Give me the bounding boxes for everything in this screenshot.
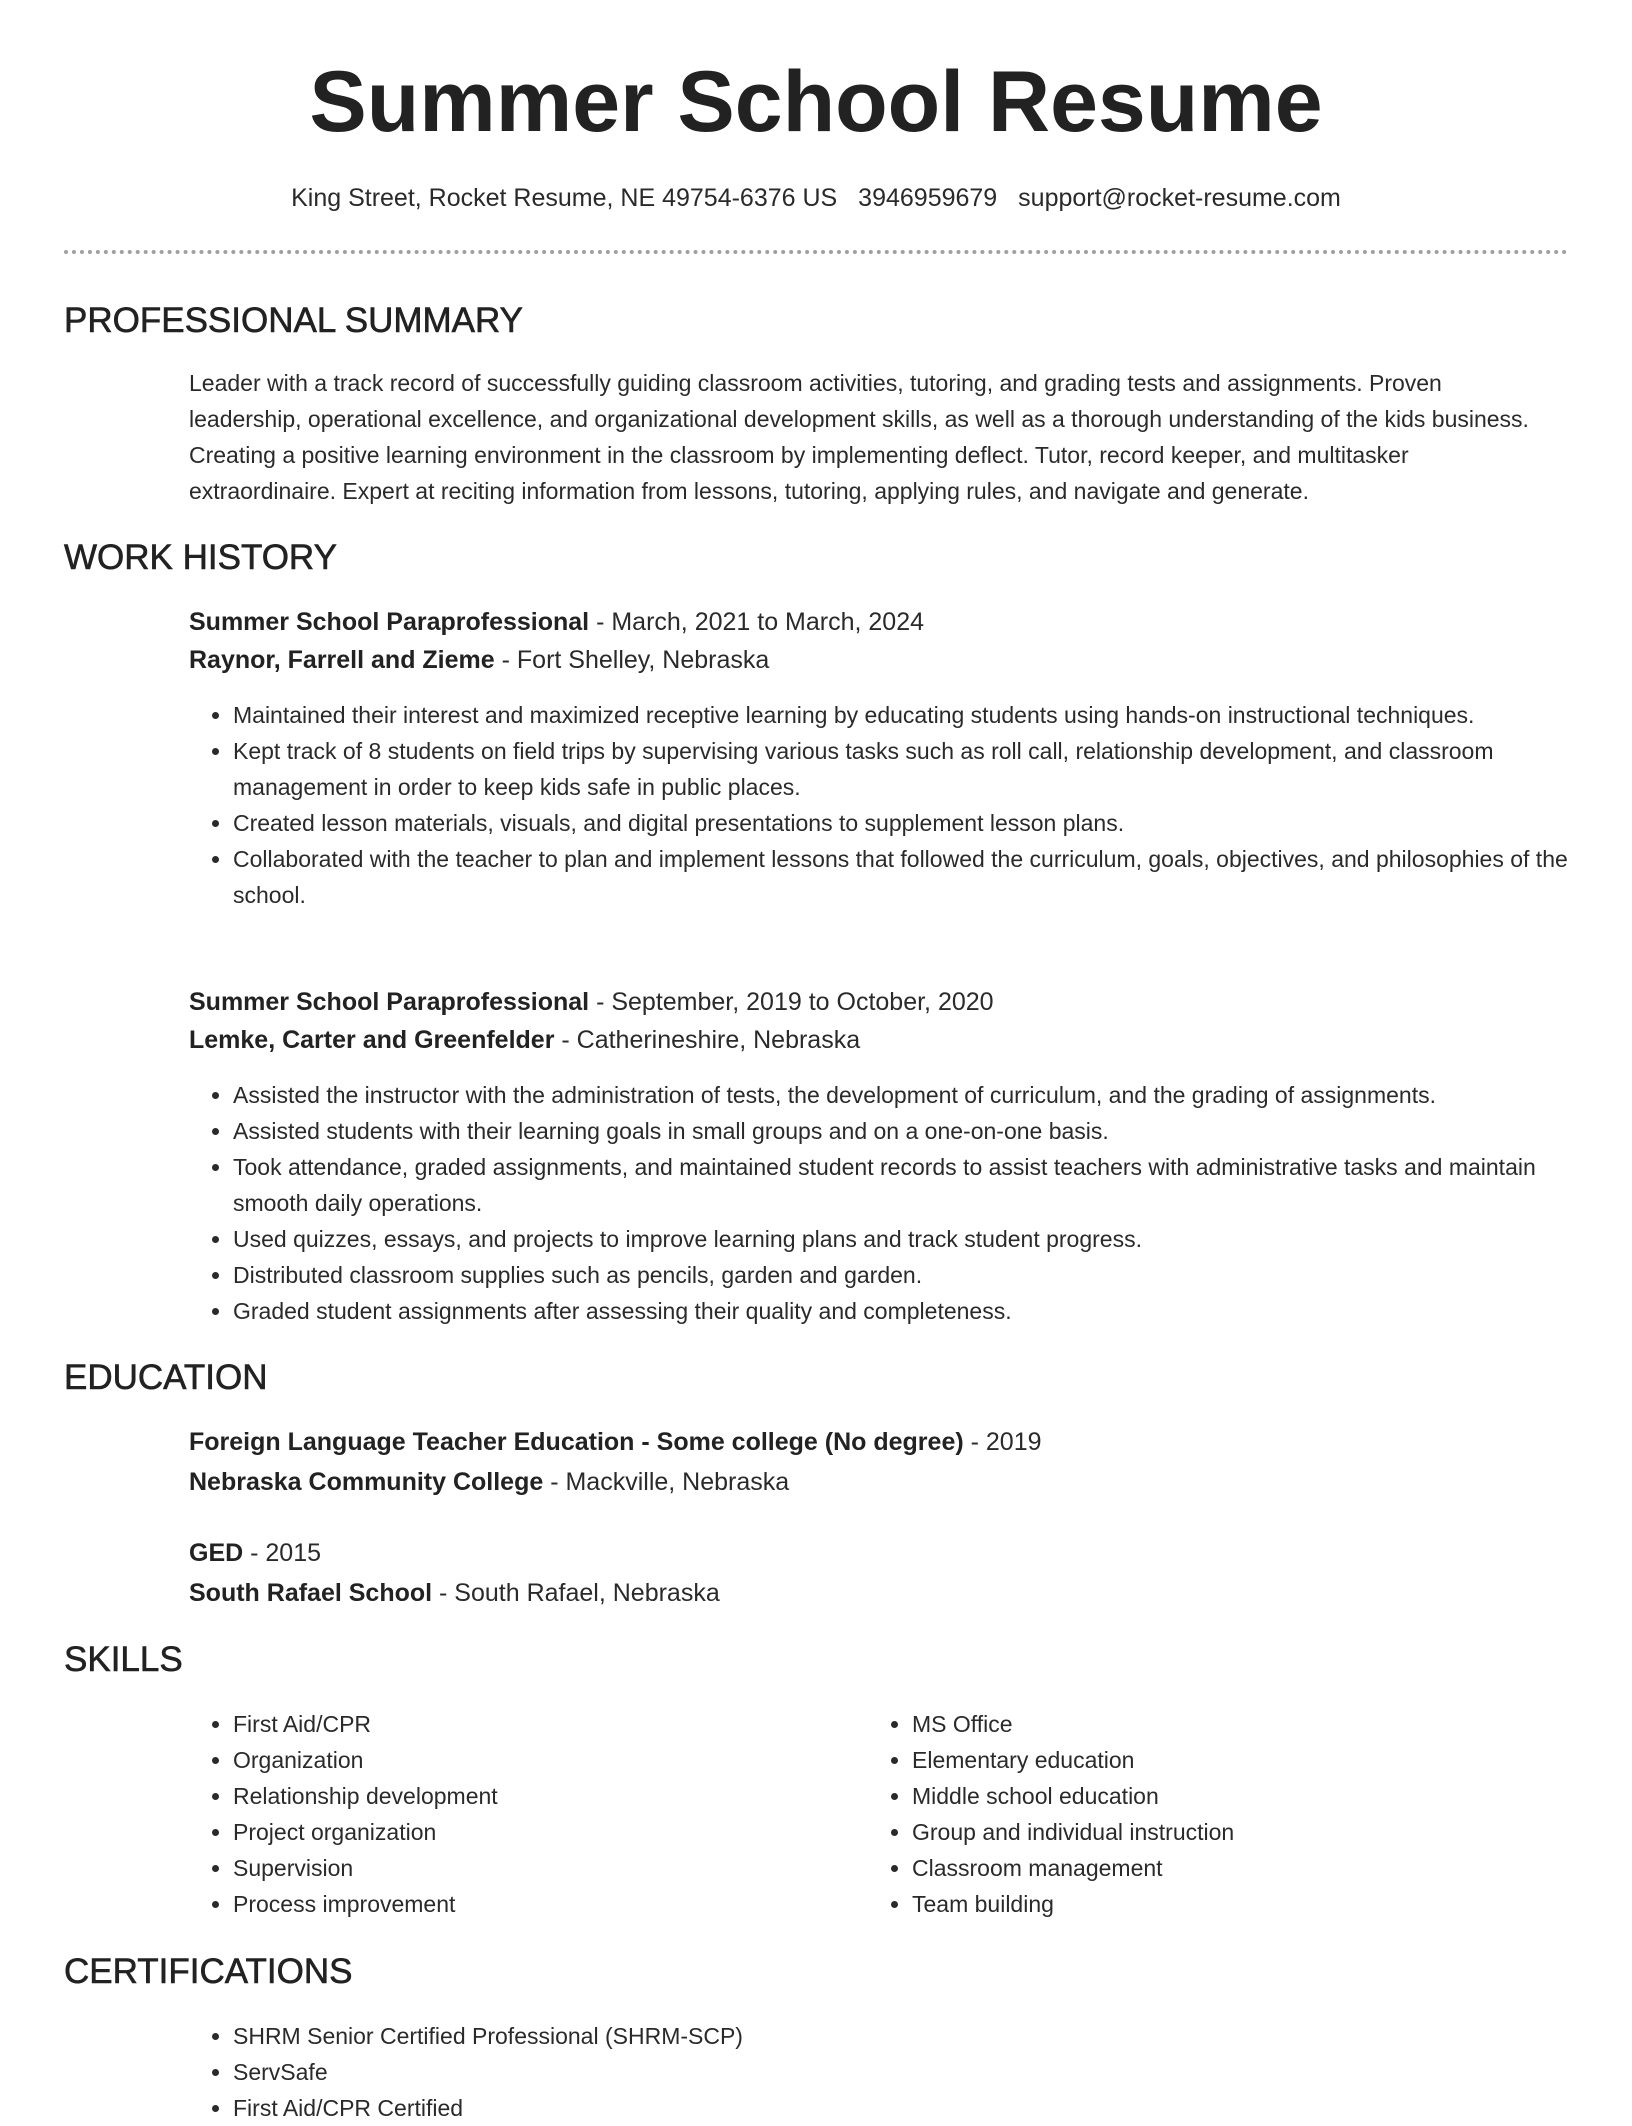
list-item: • Created lesson materials, visuals, and digital presentations to supplement lesson plans. (233, 805, 1613, 841)
edu-1-school-line (189, 1464, 789, 1500)
list-item: • First Aid/CPR (233, 1706, 853, 1742)
list-item: • Project organization (233, 1814, 853, 1850)
summary-text: Leader with a track record of successfully guiding classroom activities, tutoring, and grading tests and assignments. Proven leadership, operational excellence, and organizational development skills, as well as a thorough understanding of the kids business. Creating a positive learning environment in the classroom by implementing deflect. Tutor, record keeper, and multitasker extraordinaire. Expert at reciting information from lessons, tutoring, applying rules, and navigate and generate. (189, 370, 1529, 504)
certifications-heading: CERTIFICATIONS (64, 1952, 353, 1991)
list-item: • SHRM Senior Certified Professional (SHRM-SCP) (233, 2018, 1613, 2054)
list-item: • Distributed classroom supplies such as pencils, garden and garden. (233, 1257, 1613, 1293)
list-item: • Maintained their interest and maximized receptive learning by educating students using hands-on instructional techniques. (233, 697, 1613, 733)
edu-1-year: - 2019 (963, 1428, 1042, 1456)
edu-1-location: - Mackville, Nebraska (543, 1468, 790, 1496)
list-item: • Took attendance, graded assignments, and maintained student records to assist teachers with administrative tasks and maintain smooth daily operations. (233, 1149, 1613, 1221)
list-item: • ServSafe (233, 2054, 1613, 2090)
certifications-list (189, 2018, 1613, 2126)
edu-1-school: Nebraska Community College (189, 1468, 544, 1496)
list-item: • Middle school education (912, 1778, 1532, 1814)
edu-2-degree: GED (189, 1539, 244, 1567)
edu-2-degree-line (189, 1535, 321, 1571)
contact-address: King Street, Rocket Resume, NE 49754-6376 US (291, 184, 838, 212)
edu-2-school-line (189, 1575, 720, 1611)
edu-2-year: - 2015 (243, 1539, 322, 1567)
list-item: • Process improvement (233, 1886, 853, 1922)
list-item: • MS Office (912, 1706, 1532, 1742)
job-2-title-line (189, 984, 994, 1020)
job-2-company: Lemke, Carter and Greenfelder (189, 1026, 555, 1054)
edu-1-degree: Foreign Language Teacher Education - Some college (No degree) (189, 1428, 964, 1456)
job-1-location: - Fort Shelley, Nebraska (494, 646, 770, 674)
list-item: • Organization (233, 1742, 853, 1778)
list-item: • Graded student assignments after assessing their quality and completeness. (233, 1293, 1613, 1329)
job-2-dates: - September, 2019 to October, 2020 (589, 988, 994, 1016)
contact-line (0, 180, 1632, 216)
job-2-location: - Catherineshire, Nebraska (554, 1026, 861, 1054)
list-item: • Kept track of 8 students on field trips by supervising various tasks such as roll call, relationship development, and classroom management in order to keep kids safe in public places. (233, 733, 1613, 805)
job-2-company-line (189, 1022, 860, 1058)
skills-heading: SKILLS (64, 1640, 183, 1679)
job-2-title: Summer School Paraprofessional (189, 988, 590, 1016)
job-1-company: Raynor, Farrell and Zieme (189, 646, 495, 674)
list-item: • Relationship development (233, 1778, 853, 1814)
skills-right-list (868, 1706, 1532, 1922)
list-item: • Elementary education (912, 1742, 1532, 1778)
job-1-dates: - March, 2021 to March, 2024 (589, 608, 925, 636)
job-1-title-line (189, 604, 924, 640)
resume-title: Summer School Resume (309, 54, 1323, 150)
list-item: • Used quizzes, essays, and projects to improve learning plans and track student progress. (233, 1221, 1613, 1257)
list-item: • Collaborated with the teacher to plan and implement lessons that followed the curriculum, goals, objectives, and philosophies of the school. (233, 841, 1613, 913)
contact-email: support@rocket-resume.com (1018, 184, 1341, 212)
job-2-bullets (189, 1077, 1613, 1329)
summary-heading: PROFESSIONAL SUMMARY (64, 301, 523, 340)
list-item: • Assisted the instructor with the administration of tests, the development of curriculum, and the grading of assignments. (233, 1077, 1613, 1113)
contact-phone: 3946959679 (858, 184, 998, 212)
list-item: • Supervision (233, 1850, 853, 1886)
work-history-heading: WORK HISTORY (64, 538, 337, 577)
job-1-company-line (189, 642, 769, 678)
header-divider (64, 250, 1568, 254)
list-item: • First Aid/CPR Certified (233, 2090, 1613, 2126)
education-heading: EDUCATION (64, 1358, 268, 1397)
list-item: • Group and individual instruction (912, 1814, 1532, 1850)
edu-2-location: - South Rafael, Nebraska (432, 1579, 720, 1607)
job-1-title: Summer School Paraprofessional (189, 608, 590, 636)
list-item: • Assisted students with their learning goals in small groups and on a one-on-one basis. (233, 1113, 1613, 1149)
edu-2-school: South Rafael School (189, 1579, 433, 1607)
job-1-bullets (189, 697, 1613, 913)
list-item: • Classroom management (912, 1850, 1532, 1886)
skills-left-list (189, 1706, 853, 1922)
list-item: • Team building (912, 1886, 1532, 1922)
edu-1-degree-line (189, 1424, 1042, 1460)
